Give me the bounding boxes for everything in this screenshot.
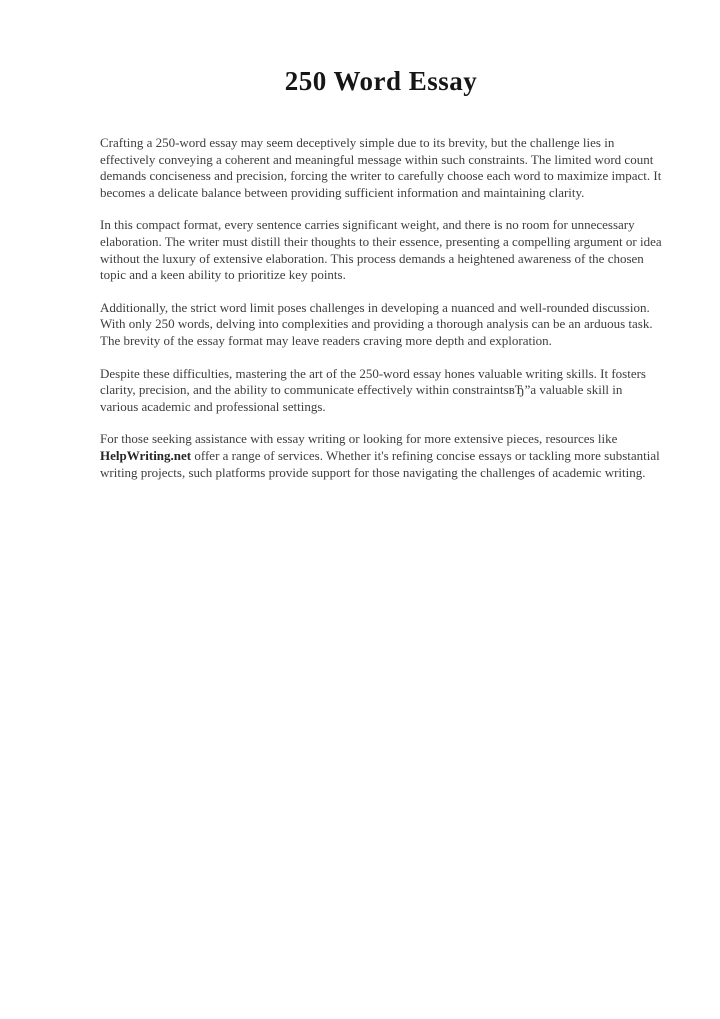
- helpwriting-net-bold-text: HelpWriting.net: [100, 447, 192, 463]
- paragraph-5: [100, 431, 662, 481]
- paragraph-5-after: offer a range of services. Whether it's refining concise essays or tackling more substantial writing projects, such platforms provide support for those navigating the challenges of academic writing.: [100, 447, 660, 480]
- document-content: [100, 66, 662, 497]
- paragraph-5-before: For those seeking assistance with essay writing or looking for more extensive pieces, resources like: [100, 431, 618, 447]
- paragraph-3: Additionally, the strict word limit poses challenges in developing a nuanced and well-rounded discussion. With only 250 words, delving into complexities and providing a thorough analysis can be an arduous task. The brevity of the essay format may leave readers craving more depth and exploration.: [100, 299, 653, 348]
- paragraph-1: Crafting a 250-word essay may seem deceptively simple due to its brevity, but the challenge lies in effectively conveying a coherent and meaningful message within such constraints. The limited word count demands conciseness and precision, forcing the writer to carefully choose each word to maximize impact. It becomes a delicate balance between providing sufficient information and maintaining clarity.: [100, 135, 662, 200]
- paragraph-4: Despite these difficulties, mastering the art of the 250-word essay hones valuable writing skills. It fosters clarity, precision, and the ability to communicate effectively within constraintsвЂ”a valuable skill in various academic and professional settings.: [100, 365, 646, 414]
- paragraph-2: In this compact format, every sentence carries significant weight, and there is no room for unnecessary elaboration. The writer must distill their thoughts to their essence, presenting a compelling argument or idea without the luxury of extensive elaboration. This process demands a heightened awareness of the chosen topic and a keen ability to prioritize key points.: [100, 217, 662, 283]
- page-title: 250 Word Essay: [284, 66, 478, 96]
